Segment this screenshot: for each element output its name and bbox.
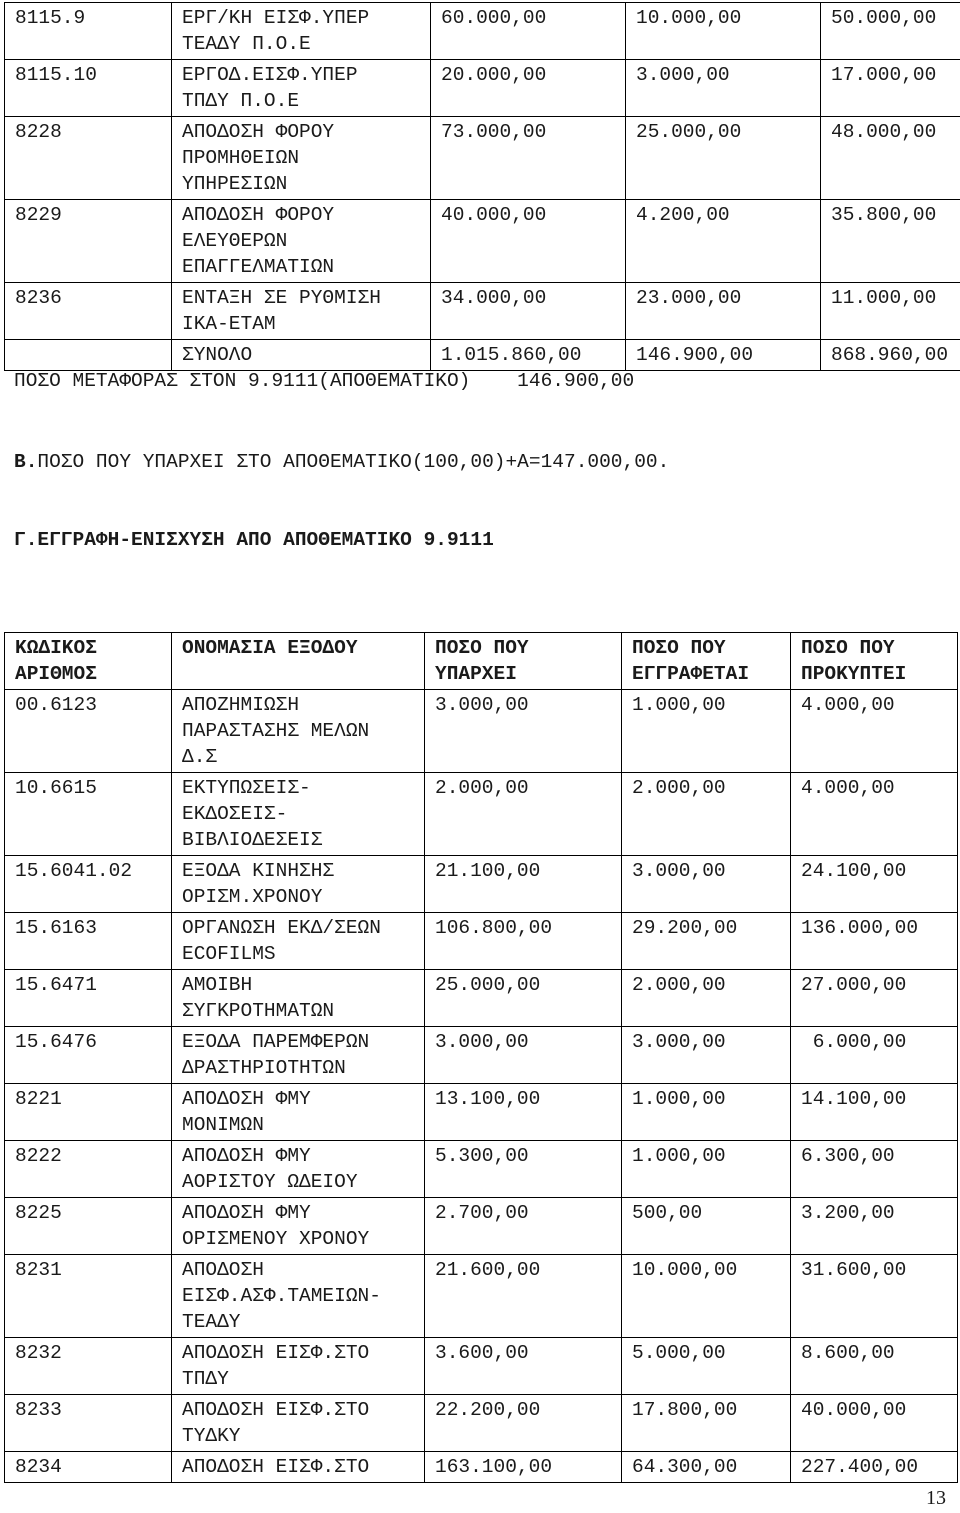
table-row xyxy=(5,856,958,913)
amount-cell: 6.300,00 xyxy=(791,1141,958,1198)
table-row xyxy=(5,1084,958,1141)
amount-cell: 3.000,00 xyxy=(425,690,622,773)
table-row xyxy=(5,117,960,200)
amount-cell: 73.000,00 xyxy=(431,117,626,200)
name-cell: ΑΠΟΔΟΣΗ ΦΟΡΟΥ ΠΡΟΜΗΘΕΙΩΝ ΥΠΗΡΕΣΙΩΝ xyxy=(172,117,431,200)
amount-cell: 2.700,00 xyxy=(425,1198,622,1255)
amount-cell: 2.000,00 xyxy=(622,970,791,1027)
amount-cell: 29.200,00 xyxy=(622,913,791,970)
table-row xyxy=(5,60,960,117)
table-row xyxy=(5,1338,958,1395)
section-b-prefix: Β. xyxy=(14,451,38,473)
amount-cell: 34.000,00 xyxy=(431,283,626,340)
amount-cell: 21.100,00 xyxy=(425,856,622,913)
name-cell: ΕΝΤΑΞΗ ΣΕ ΡΥΘΜΙΣΗ ΙΚΑ-ΕΤΑΜ xyxy=(172,283,431,340)
amount-cell: 5.300,00 xyxy=(425,1141,622,1198)
code-cell: 8231 xyxy=(5,1255,172,1338)
total-amount: 1.015.860,00 xyxy=(431,340,626,371)
code-cell: 8236 xyxy=(5,283,172,340)
amount-cell: 10.000,00 xyxy=(622,1255,791,1338)
amount-cell: 24.100,00 xyxy=(791,856,958,913)
name-cell: ΑΠΟΔΟΣΗ ΦΟΡΟΥ ΕΛΕΥΘΕΡΩΝ ΕΠΑΓΓΕΛΜΑΤΙΩΝ xyxy=(172,200,431,283)
total-amount: 868.960,00 xyxy=(821,340,960,371)
code-cell: 15.6041.02 xyxy=(5,856,172,913)
table-row xyxy=(5,1255,958,1338)
column-header: ΠΟΣΟ ΠΟΥ ΕΓΓΡΑΦΕΤΑΙ xyxy=(622,633,791,690)
amount-cell: 5.000,00 xyxy=(622,1338,791,1395)
name-cell: ΟΡΓΑΝΩΣΗ ΕΚΔ/ΣΕΩΝ ECOFILMS xyxy=(172,913,425,970)
name-cell: ΕΞΟΔΑ ΠΑΡΕΜΦΕΡΩΝ ΔΡΑΣΤΗΡΙΟΤΗΤΩΝ xyxy=(172,1027,425,1084)
transfer-amount-line: ΠΟΣΟ ΜΕΤΑΦΟΡΑΣ ΣΤΟΝ 9.9111(ΑΠΟΘΕΜΑΤΙΚΟ) 146.900,00 xyxy=(14,370,635,392)
amount-cell: 106.800,00 xyxy=(425,913,622,970)
table-row xyxy=(5,1198,958,1255)
amount-cell: 4.000,00 xyxy=(791,690,958,773)
header-row xyxy=(5,633,958,690)
amount-cell: 3.000,00 xyxy=(626,60,821,117)
amount-cell: 1.000,00 xyxy=(622,1084,791,1141)
table-row xyxy=(5,690,958,773)
section-b-line xyxy=(14,451,669,473)
total-row xyxy=(5,340,960,371)
table-row xyxy=(5,283,960,340)
amount-cell: 3.000,00 xyxy=(622,1027,791,1084)
name-cell: ΑΠΟΔΟΣΗ ΕΙΣΦ.ΣΤΟ ΤΠΔΥ xyxy=(172,1338,425,1395)
code-cell: 15.6476 xyxy=(5,1027,172,1084)
amount-cell: 27.000,00 xyxy=(791,970,958,1027)
amount-cell: 48.000,00 xyxy=(821,117,960,200)
amount-cell: 500,00 xyxy=(622,1198,791,1255)
name-cell: ΑΠΟΔΟΣΗ ΕΙΣΦ.ΣΤΟ ΤΥΔΚΥ xyxy=(172,1395,425,1452)
table-row xyxy=(5,1395,958,1452)
amount-cell: 21.600,00 xyxy=(425,1255,622,1338)
code-cell: 10.6615 xyxy=(5,773,172,856)
table-row xyxy=(5,1027,958,1084)
code-cell: 8232 xyxy=(5,1338,172,1395)
column-header: ΠΟΣΟ ΠΟΥ ΥΠΑΡΧΕΙ xyxy=(425,633,622,690)
name-cell: ΑΠΟΔΟΣΗ ΦΜΥ ΑΟΡΙΣΤΟΥ ΩΔΕΙΟΥ xyxy=(172,1141,425,1198)
amount-cell: 40.000,00 xyxy=(791,1395,958,1452)
table-row xyxy=(5,773,958,856)
code-cell: 8115.10 xyxy=(5,60,172,117)
amount-cell: 1.000,00 xyxy=(622,1141,791,1198)
table-row xyxy=(5,913,958,970)
code-cell: 00.6123 xyxy=(5,690,172,773)
amount-cell: 23.000,00 xyxy=(626,283,821,340)
amount-cell: 3.000,00 xyxy=(425,1027,622,1084)
code-cell: 8229 xyxy=(5,200,172,283)
amount-cell: 64.300,00 xyxy=(622,1452,791,1483)
amount-cell: 17.800,00 xyxy=(622,1395,791,1452)
amount-cell: 60.000,00 xyxy=(431,3,626,60)
amount-cell: 25.000,00 xyxy=(626,117,821,200)
amount-cell: 136.000,00 xyxy=(791,913,958,970)
code-cell: 15.6471 xyxy=(5,970,172,1027)
page-number: 13 xyxy=(926,1487,946,1509)
column-header: ΠΟΣΟ ΠΟΥ ΠΡΟΚΥΠΤΕΙ xyxy=(791,633,958,690)
name-cell: ΕΡΓ/ΚΗ ΕΙΣΦ.ΥΠΕΡ ΤΕΑΔΥ Π.Ο.Ε xyxy=(172,3,431,60)
table-row xyxy=(5,1141,958,1198)
table-row xyxy=(5,1452,958,1483)
table-row xyxy=(5,200,960,283)
amount-cell: 31.600,00 xyxy=(791,1255,958,1338)
code-cell: 8221 xyxy=(5,1084,172,1141)
code-cell: 8115.9 xyxy=(5,3,172,60)
code-cell: 8233 xyxy=(5,1395,172,1452)
total-label: ΣΥΝΟΛΟ xyxy=(172,340,431,371)
empty-cell xyxy=(5,340,172,371)
table-row xyxy=(5,3,960,60)
amount-cell: 14.100,00 xyxy=(791,1084,958,1141)
code-cell: 8234 xyxy=(5,1452,172,1483)
amount-cell: 8.600,00 xyxy=(791,1338,958,1395)
amount-cell: 4.200,00 xyxy=(626,200,821,283)
code-cell: 8222 xyxy=(5,1141,172,1198)
section-b-text: ΠΟΣΟ ΠΟΥ ΥΠΑΡΧΕΙ ΣΤΟ ΑΠΟΘΕΜΑΤΙΚΟ(100,00)+Α=147.000,00. xyxy=(37,451,670,473)
table-row xyxy=(5,970,958,1027)
name-cell: ΑΠΟΔΟΣΗ ΕΙΣΦ.ΑΣΦ.ΤΑΜΕΙΩΝ- ΤΕΑΔΥ xyxy=(172,1255,425,1338)
amount-cell: 227.400,00 xyxy=(791,1452,958,1483)
code-cell: 8225 xyxy=(5,1198,172,1255)
name-cell: ΕΞΟΔΑ ΚΙΝΗΣΗΣ ΟΡΙΣΜ.ΧΡΟΝΟΥ xyxy=(172,856,425,913)
amount-cell: 2.000,00 xyxy=(622,773,791,856)
name-cell: ΑΠΟΔΟΣΗ ΕΙΣΦ.ΣΤΟ xyxy=(172,1452,425,1483)
name-cell: ΑΜΟΙΒΗ ΣΥΓΚΡΟΤΗΜΑΤΩΝ xyxy=(172,970,425,1027)
amount-cell: 22.200,00 xyxy=(425,1395,622,1452)
column-header: ΚΩΔΙΚΟΣ ΑΡΙΘΜΟΣ xyxy=(5,633,172,690)
amount-cell: 6.000,00 xyxy=(791,1027,958,1084)
section-c-heading: Γ.ΕΓΓΡΑΦΗ-ΕΝΙΣΧΥΣΗ ΑΠΟ ΑΠΟΘΕΜΑΤΙΚΟ 9.9111 xyxy=(14,529,494,551)
amount-cell: 11.000,00 xyxy=(821,283,960,340)
transfer-table xyxy=(4,2,960,371)
amount-cell: 20.000,00 xyxy=(431,60,626,117)
amount-cell: 10.000,00 xyxy=(626,3,821,60)
name-cell: ΕΚΤΥΠΩΣΕΙΣ- ΕΚΔΟΣΕΙΣ- ΒΙΒΛΙΟΔΕΣΕΙΣ xyxy=(172,773,425,856)
code-cell: 8228 xyxy=(5,117,172,200)
total-amount: 146.900,00 xyxy=(626,340,821,371)
name-cell: ΑΠΟΔΟΣΗ ΦΜΥ ΟΡΙΣΜΕΝΟΥ ΧΡΟΝΟΥ xyxy=(172,1198,425,1255)
amount-cell: 17.000,00 xyxy=(821,60,960,117)
amount-cell: 35.800,00 xyxy=(821,200,960,283)
name-cell: ΑΠΟΔΟΣΗ ΦΜΥ ΜΟΝΙΜΩΝ xyxy=(172,1084,425,1141)
name-cell: ΑΠΟΖΗΜΙΩΣΗ ΠΑΡΑΣΤΑΣΗΣ ΜΕΛΩΝ Δ.Σ xyxy=(172,690,425,773)
column-header: ΟΝΟΜΑΣΙΑ ΕΞΟΔΟΥ xyxy=(172,633,425,690)
amount-cell: 40.000,00 xyxy=(431,200,626,283)
amount-cell: 25.000,00 xyxy=(425,970,622,1027)
amount-cell: 4.000,00 xyxy=(791,773,958,856)
name-cell: ΕΡΓΟΔ.ΕΙΣΦ.ΥΠΕΡ ΤΠΔΥ Π.Ο.Ε xyxy=(172,60,431,117)
amount-cell: 13.100,00 xyxy=(425,1084,622,1141)
amount-cell: 3.200,00 xyxy=(791,1198,958,1255)
amount-cell: 163.100,00 xyxy=(425,1452,622,1483)
reserve-allocation-table xyxy=(4,632,958,1483)
amount-cell: 1.000,00 xyxy=(622,690,791,773)
amount-cell: 3.600,00 xyxy=(425,1338,622,1395)
amount-cell: 50.000,00 xyxy=(821,3,960,60)
amount-cell: 2.000,00 xyxy=(425,773,622,856)
amount-cell: 3.000,00 xyxy=(622,856,791,913)
code-cell: 15.6163 xyxy=(5,913,172,970)
